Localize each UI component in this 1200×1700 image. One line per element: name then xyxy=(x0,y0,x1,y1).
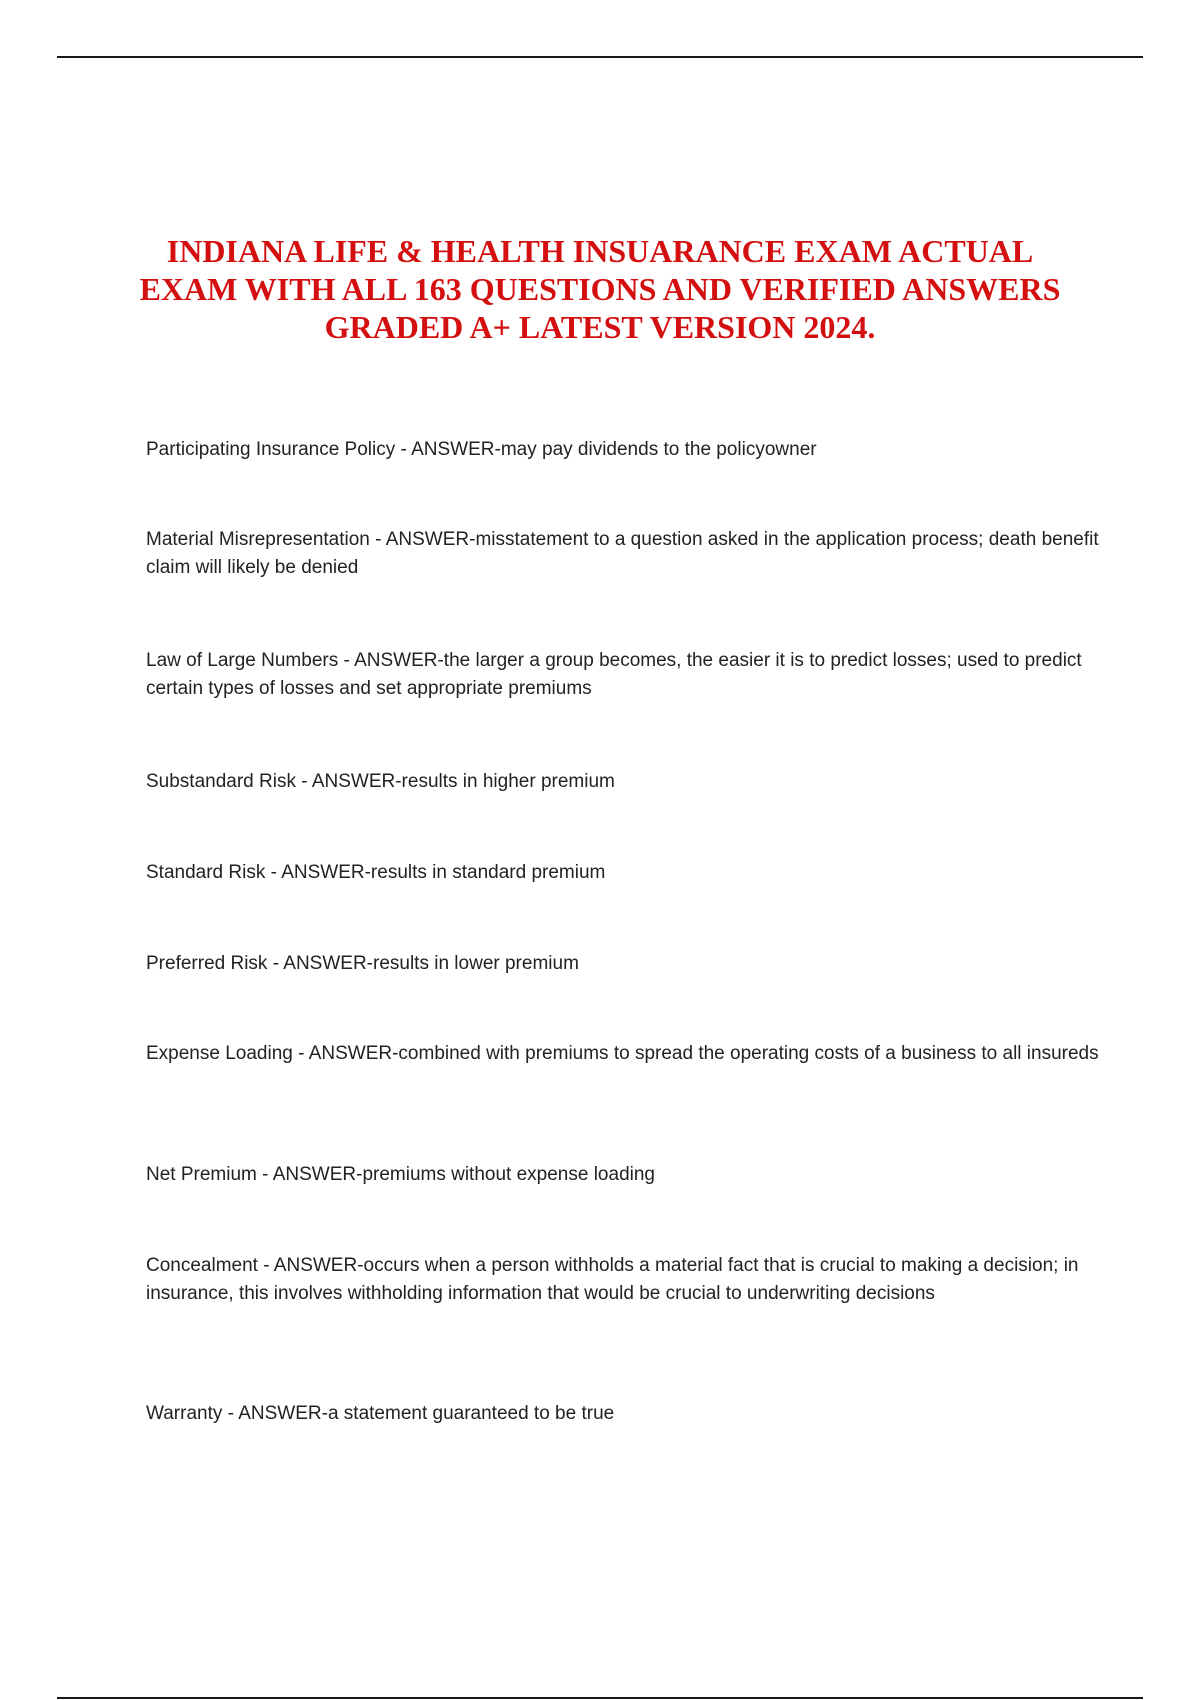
title-line-2: EXAM WITH ALL 163 QUESTIONS AND VERIFIED ANSWERS xyxy=(139,271,1061,307)
qa-answer: may pay dividends to the policyowner xyxy=(500,439,817,460)
qa-answer: results in higher premium xyxy=(401,771,615,792)
qa-item: Preferred Risk - ANSWER-results in lower premium xyxy=(146,953,579,974)
answer-marker: ANSWER- xyxy=(311,771,402,792)
qa-term: Warranty xyxy=(146,1403,223,1424)
qa-term: Preferred Risk xyxy=(146,953,268,974)
qa-item: Net Premium - ANSWER-premiums without expense loading xyxy=(146,1164,655,1185)
answer-marker: ANSWER- xyxy=(385,529,476,550)
qa-term: Standard Risk xyxy=(146,862,266,883)
qa-item: Warranty - ANSWER-a statement guaranteed to be true xyxy=(146,1403,615,1424)
qa-answer: results in lower premium xyxy=(373,953,579,974)
answer-marker: ANSWER- xyxy=(272,1164,363,1185)
qa-term: Participating Insurance Policy xyxy=(146,439,396,460)
qa-item: Concealment - ANSWER-occurs when a person withholds a material fact that is crucial to making a decision; in insurance, this involves withholding information that would be crucial to underwriting decisions xyxy=(146,1255,1079,1304)
qa-item: Standard Risk - ANSWER-results in standard premium xyxy=(146,862,606,883)
qa-answer: results in standard premium xyxy=(370,862,606,883)
qa-answer: a statement guaranteed to be true xyxy=(327,1403,615,1424)
answer-marker: ANSWER- xyxy=(283,953,373,974)
answer-marker: ANSWER- xyxy=(273,1255,364,1276)
qa-answer: misstatement to a question asked in the application process; death benefit claim will likely be denied xyxy=(146,529,1099,578)
title-line-1: INDIANA LIFE & HEALTH INSUARANCE EXAM ACTUAL xyxy=(166,233,1034,269)
header-rule xyxy=(57,56,1143,58)
answer-marker: ANSWER- xyxy=(354,650,444,671)
qa-term: Concealment xyxy=(146,1255,258,1276)
qa-item: Material Misrepresentation - ANSWER-misstatement to a question asked in the application process; death benefit claim will likely be denied xyxy=(146,529,1099,578)
qa-answer: the larger a group becomes, the easier it is to predict losses; used to predict certain types of losses and set appropriate premiums xyxy=(146,650,1082,699)
document-title xyxy=(100,232,1100,346)
qa-term: Substandard Risk xyxy=(146,771,296,792)
qa-term: Material Misrepresentation xyxy=(146,529,370,550)
answer-marker: ANSWER- xyxy=(238,1403,328,1424)
answer-marker: ANSWER- xyxy=(281,862,371,883)
qa-item: Law of Large Numbers - ANSWER-the larger a group becomes, the easier it is to predict losses; used to predict certain types of losses and set appropriate premiums xyxy=(146,650,1082,699)
footer-rule xyxy=(57,1697,1143,1699)
qa-item: Participating Insurance Policy - ANSWER-may pay dividends to the policyowner xyxy=(146,439,817,460)
qa-answer: combined with premiums to spread the operating costs of a business to all insureds xyxy=(398,1043,1099,1064)
qa-term: Net Premium xyxy=(146,1164,257,1185)
title-line-3: GRADED A+ LATEST VERSION 2024. xyxy=(324,309,876,345)
qa-term: Law of Large Numbers xyxy=(146,650,339,671)
answer-marker: ANSWER- xyxy=(308,1043,399,1064)
qa-item: Expense Loading - ANSWER-combined with premiums to spread the operating costs of a business to all insureds xyxy=(146,1043,1099,1064)
qa-answer: occurs when a person withholds a material fact that is crucial to making a decision; in insurance, this involves withholding information that would be crucial to underwriting decisions xyxy=(146,1255,1079,1304)
qa-term: Expense Loading xyxy=(146,1043,293,1064)
qa-item: Substandard Risk - ANSWER-results in higher premium xyxy=(146,771,615,792)
qa-answer: premiums without expense loading xyxy=(362,1164,655,1185)
answer-marker: ANSWER- xyxy=(411,439,501,460)
